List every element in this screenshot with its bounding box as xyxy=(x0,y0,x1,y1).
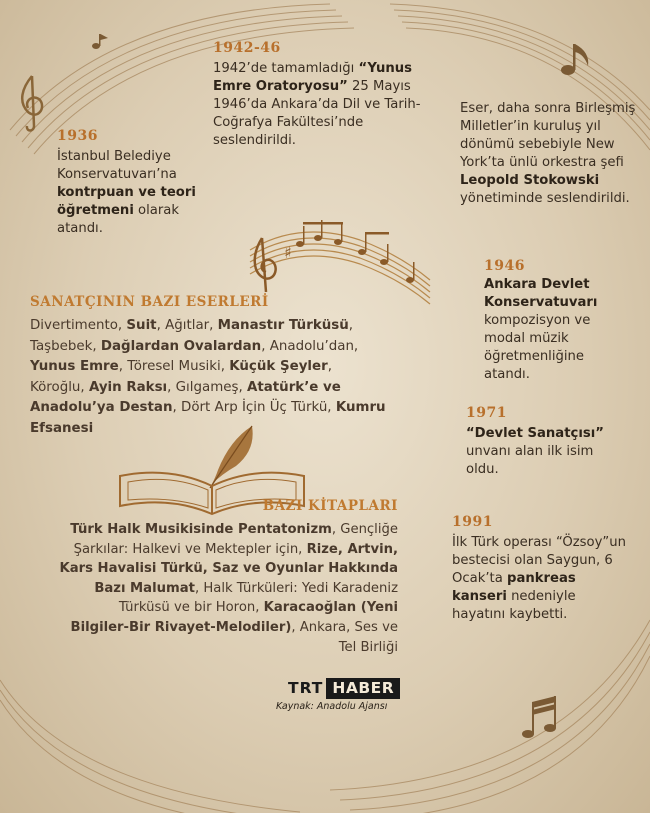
bold-title: Suit xyxy=(126,318,157,333)
plain-text: , Gençliğe Şarkılar: Halkevi ve Mektepler için, xyxy=(73,522,398,557)
logo-trt: TRT xyxy=(288,679,324,697)
plain-text: , Töresel Musiki, xyxy=(118,359,230,374)
timeline-1971 xyxy=(466,405,626,479)
bold-phrase: pankreas kanseri xyxy=(452,571,576,604)
plain-text: , Ankara, Ses ve Tel Birliği xyxy=(291,619,398,655)
logo-haber: HABER xyxy=(326,678,400,699)
plain-text: , Gılgameş, xyxy=(167,379,247,395)
bold-title: Atatürk’e ve Anadolu’ya Destan xyxy=(30,379,341,415)
bold-title: Küçük Şeyler xyxy=(229,359,328,374)
plain-text: Divertimento, xyxy=(30,318,127,333)
bold-phrase: “Devlet Sanatçısı” xyxy=(466,426,604,441)
plain-text: , Anadolu’dan, xyxy=(261,338,359,354)
bold-title: Yunus Emre xyxy=(30,359,119,374)
timeline-text: “Devlet Sanatçısı” unvanı alan ilk isim oldu. xyxy=(466,426,604,477)
svg-text:♯: ♯ xyxy=(284,243,292,262)
books-section xyxy=(58,498,398,657)
timeline-text: 1942’de tamamladığı “Yunus Emre Oratoryosu” 25 Mayıs 1946’da Ankara’da Dil ve Tarih-Coğrafya Fakültesi’nde seslendirildi. xyxy=(213,61,421,148)
beamed-notes-icon xyxy=(522,696,556,738)
timeline-1942-46 xyxy=(213,40,433,150)
timeline-text: Ankara Devlet Konservatuvarı kompozisyon ve modal müzik öğretmenliğine atandı. xyxy=(484,277,598,382)
year-label: 1936 xyxy=(57,128,98,144)
year-label: 1942-46 xyxy=(213,40,281,56)
timeline-1936 xyxy=(57,128,207,238)
year-label: 1971 xyxy=(466,405,507,421)
bold-title: Türk Halk Musikisinde Pentatonizm xyxy=(70,522,332,537)
timeline-1991 xyxy=(452,514,630,624)
books-list xyxy=(58,520,398,657)
trt-haber-logo xyxy=(288,678,400,699)
music-staff-icon xyxy=(250,220,430,304)
plain-text: , Halk Türküleri: Yedi Karadeniz Türküsü ve bir Horon, xyxy=(118,580,398,616)
bold-phrase: “Yunus Emre Oratoryosu” xyxy=(213,61,412,94)
works-list xyxy=(30,316,390,439)
bold-title: Manastır Türküsü xyxy=(217,318,349,333)
treble-clef-icon xyxy=(22,76,42,131)
year-label: 1991 xyxy=(452,514,493,530)
bold-title: Karacaoğlan (Yeni Bilgiler-Bir Rivayet-Melodiler) xyxy=(70,600,398,635)
plain-text: , Taşbebek, xyxy=(30,318,354,354)
bold-title: Dağlardan Ovalardan xyxy=(100,338,262,354)
bold-title: Ayin Raksı xyxy=(88,379,168,395)
plain-text: , Ağıtlar, xyxy=(156,318,218,333)
year-label: 1946 xyxy=(484,258,525,274)
timeline-new-york xyxy=(460,100,645,208)
timeline-text: İstanbul Belediye Konservatuvarı’na kontrpuan ve teori öğretmeni olarak atandı. xyxy=(57,149,196,236)
plain-text: , Dört Arp İçin Üç Türkü, xyxy=(172,400,336,415)
bold-phrase: Ankara Devlet Konservatuvarı xyxy=(484,277,598,310)
plain-text: , Köroğlu, xyxy=(30,359,332,395)
timeline-1946 xyxy=(484,258,634,384)
bold-title: Kumru Efsanesi xyxy=(30,400,386,436)
books-heading: BAZI KİTAPLARI xyxy=(262,498,398,514)
source-credit: Kaynak: Anadolu Ajansı xyxy=(276,701,388,712)
music-note-icon xyxy=(92,34,108,49)
works-section xyxy=(30,294,390,439)
timeline-text: İlk Türk operası “Özsoy”un bestecisi olan Saygun, 6 Ocak’ta pankreas kanseri nedeniyle hayatını kaybetti. xyxy=(452,535,626,622)
works-heading: SANATÇININ BAZI ESERLERİ xyxy=(30,294,269,310)
timeline-text: Eser, daha sonra Birleşmiş Milletler’in kuruluş yıl dönümü sebebiyle New York’ta ünlü orkestra şefi Leopold Stokowski yönetiminde seslendirildi. xyxy=(460,101,636,206)
bold-phrase: kontrpuan ve teori öğretmeni xyxy=(57,185,196,218)
bold-title: Rize, Artvin, Kars Havalisi Türkü, Saz ve Oyunlar Hakkında Bazı Malumat xyxy=(59,541,398,596)
bold-phrase: Leopold Stokowski xyxy=(460,173,600,188)
